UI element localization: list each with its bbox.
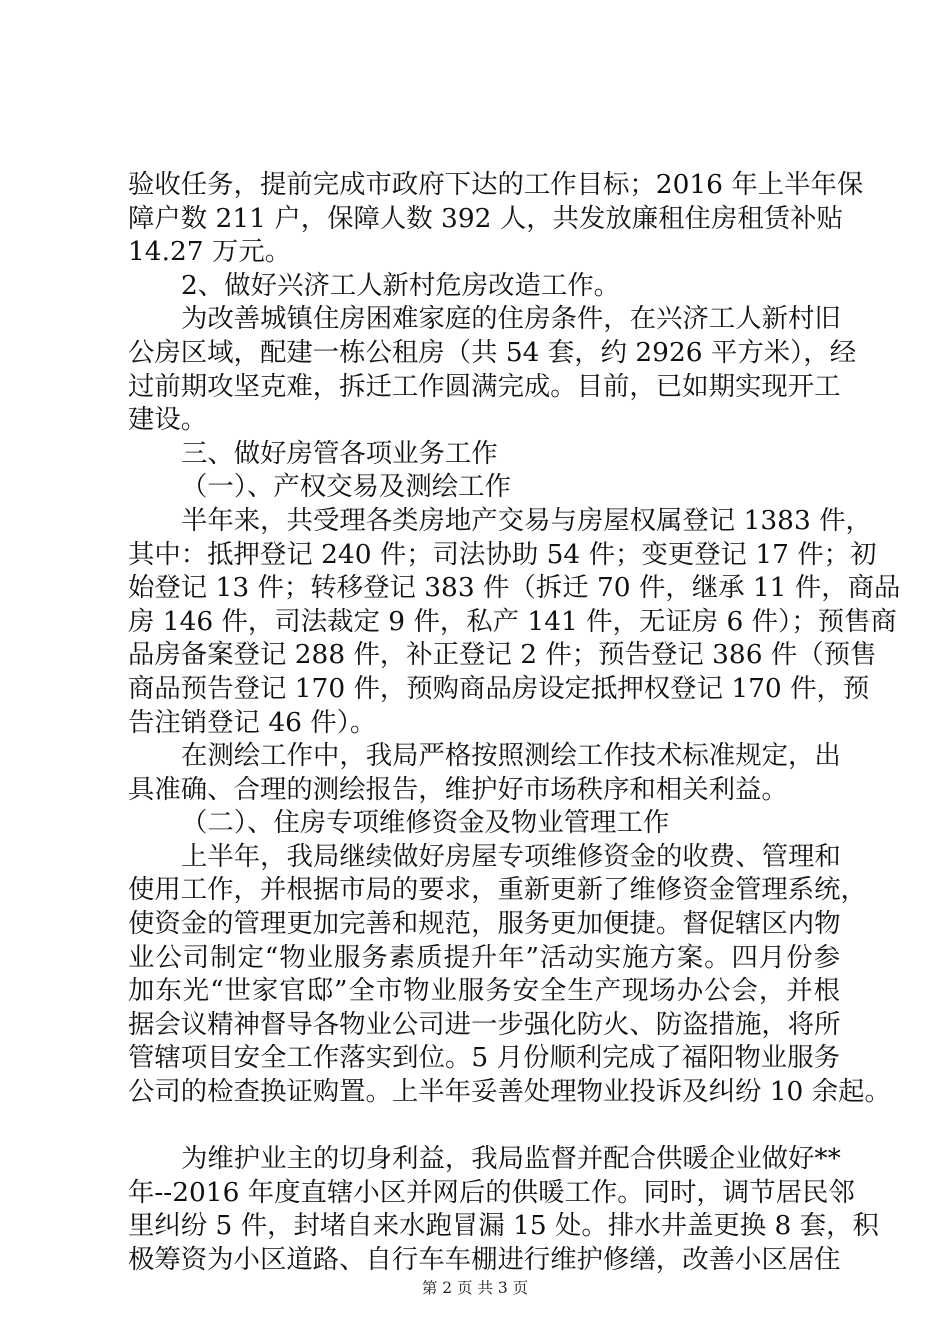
- text-line: 为改善城镇住房困难家庭的住房条件，在兴济工人新村旧: [181, 303, 841, 335]
- section-heading: 三、做好房管各项业务工作: [181, 437, 498, 469]
- subsection-heading: （一）、产权交易及测绘工作: [181, 471, 511, 503]
- text-line: 房 146 件，司法裁定 9 件，私产 141 件，无证房 6 件）；预售商: [128, 605, 897, 637]
- text-line: 过前期攻坚克难，拆迁工作圆满完成。目前，已如期实现开工: [128, 370, 841, 402]
- document-body: [128, 168, 901, 1277]
- text-line: 具准确、合理的测绘报告，维护好市场秩序和相关利益。: [128, 773, 788, 805]
- text-line: 据会议精神督导各物业公司进一步强化防火、防盗措施，将所: [128, 1008, 841, 1040]
- text-line: 建设。: [128, 404, 208, 436]
- text-line: 14.27 万元。: [128, 236, 292, 268]
- text-line: 在测绘工作中，我局严格按照测绘工作技术标准规定，出: [181, 740, 841, 772]
- text-line: 公司的检查换证购置。上半年妥善处理物业投诉及纠纷 10 余起。: [128, 1076, 891, 1108]
- text-line: 公房区域，配建一栋公租房（共 54 套，约 2926 平方米），经: [128, 336, 857, 368]
- text-line: 使用工作，并根据市局的要求，重新更新了维修资金管理系统，: [128, 874, 867, 906]
- text-line: 加东光“世家官邸”全市物业服务安全生产现场办公会，并根: [128, 975, 840, 1007]
- text-line: 验收任务，提前完成市政府下达的工作目标；2016 年上半年保: [128, 169, 864, 200]
- text-line: 业公司制定“物业服务素质提升年”活动实施方案。四月份参: [128, 941, 840, 973]
- page-footer: 第 2 页 共 3 页: [421, 1279, 529, 1297]
- text-line: 告注销登记 46 件）。: [128, 706, 377, 738]
- text-line: 年--2016 年度直辖小区并网后的供暖工作。同时，调节居民邻: [128, 1176, 855, 1208]
- text-line: 管辖项目安全工作落实到位。5 月份顺利完成了福阳物业服务: [128, 1042, 840, 1074]
- text-line: 里纠纷 5 件，封堵自来水跑冒漏 15 处。排水井盖更换 8 套，积: [128, 1210, 879, 1242]
- text-line: 始登记 13 件；转移登记 383 件（拆迁 70 件，继承 11 件，商品: [128, 572, 901, 604]
- section-heading: 2、做好兴济工人新村危房改造工作。: [181, 269, 621, 301]
- text-line: 为维护业主的切身利益，我局监督并配合供暖企业做好**: [181, 1143, 841, 1175]
- text-line: 其中：抵押登记 240 件；司法协助 54 件；变更登记 17 件；初: [128, 538, 877, 570]
- text-line: 使资金的管理更加完善和规范，服务更加便捷。督促辖区内物: [128, 908, 841, 940]
- paragraph-gap: [128, 1109, 840, 1143]
- subsection-heading: （二）、住房专项维修资金及物业管理工作: [181, 807, 670, 839]
- text-line: 上半年，我局继续做好房屋专项维修资金的收费、管理和: [181, 840, 841, 872]
- text-line: 障户数 211 户，保障人数 392 人，共发放廉租住房租赁补贴: [128, 202, 843, 234]
- text-line: 半年来，共受理各类房地产交易与房屋权属登记 1383 件，: [181, 504, 872, 536]
- text-line: 品房备案登记 288 件，补正登记 2 件；预告登记 386 件（预售: [128, 639, 877, 671]
- text-line: 商品预告登记 170 件，预购商品房设定抵押权登记 170 件，预: [128, 672, 870, 704]
- text-line: 极筹资为小区道路、自行车车棚进行维护修缮，改善小区居住: [128, 1244, 841, 1275]
